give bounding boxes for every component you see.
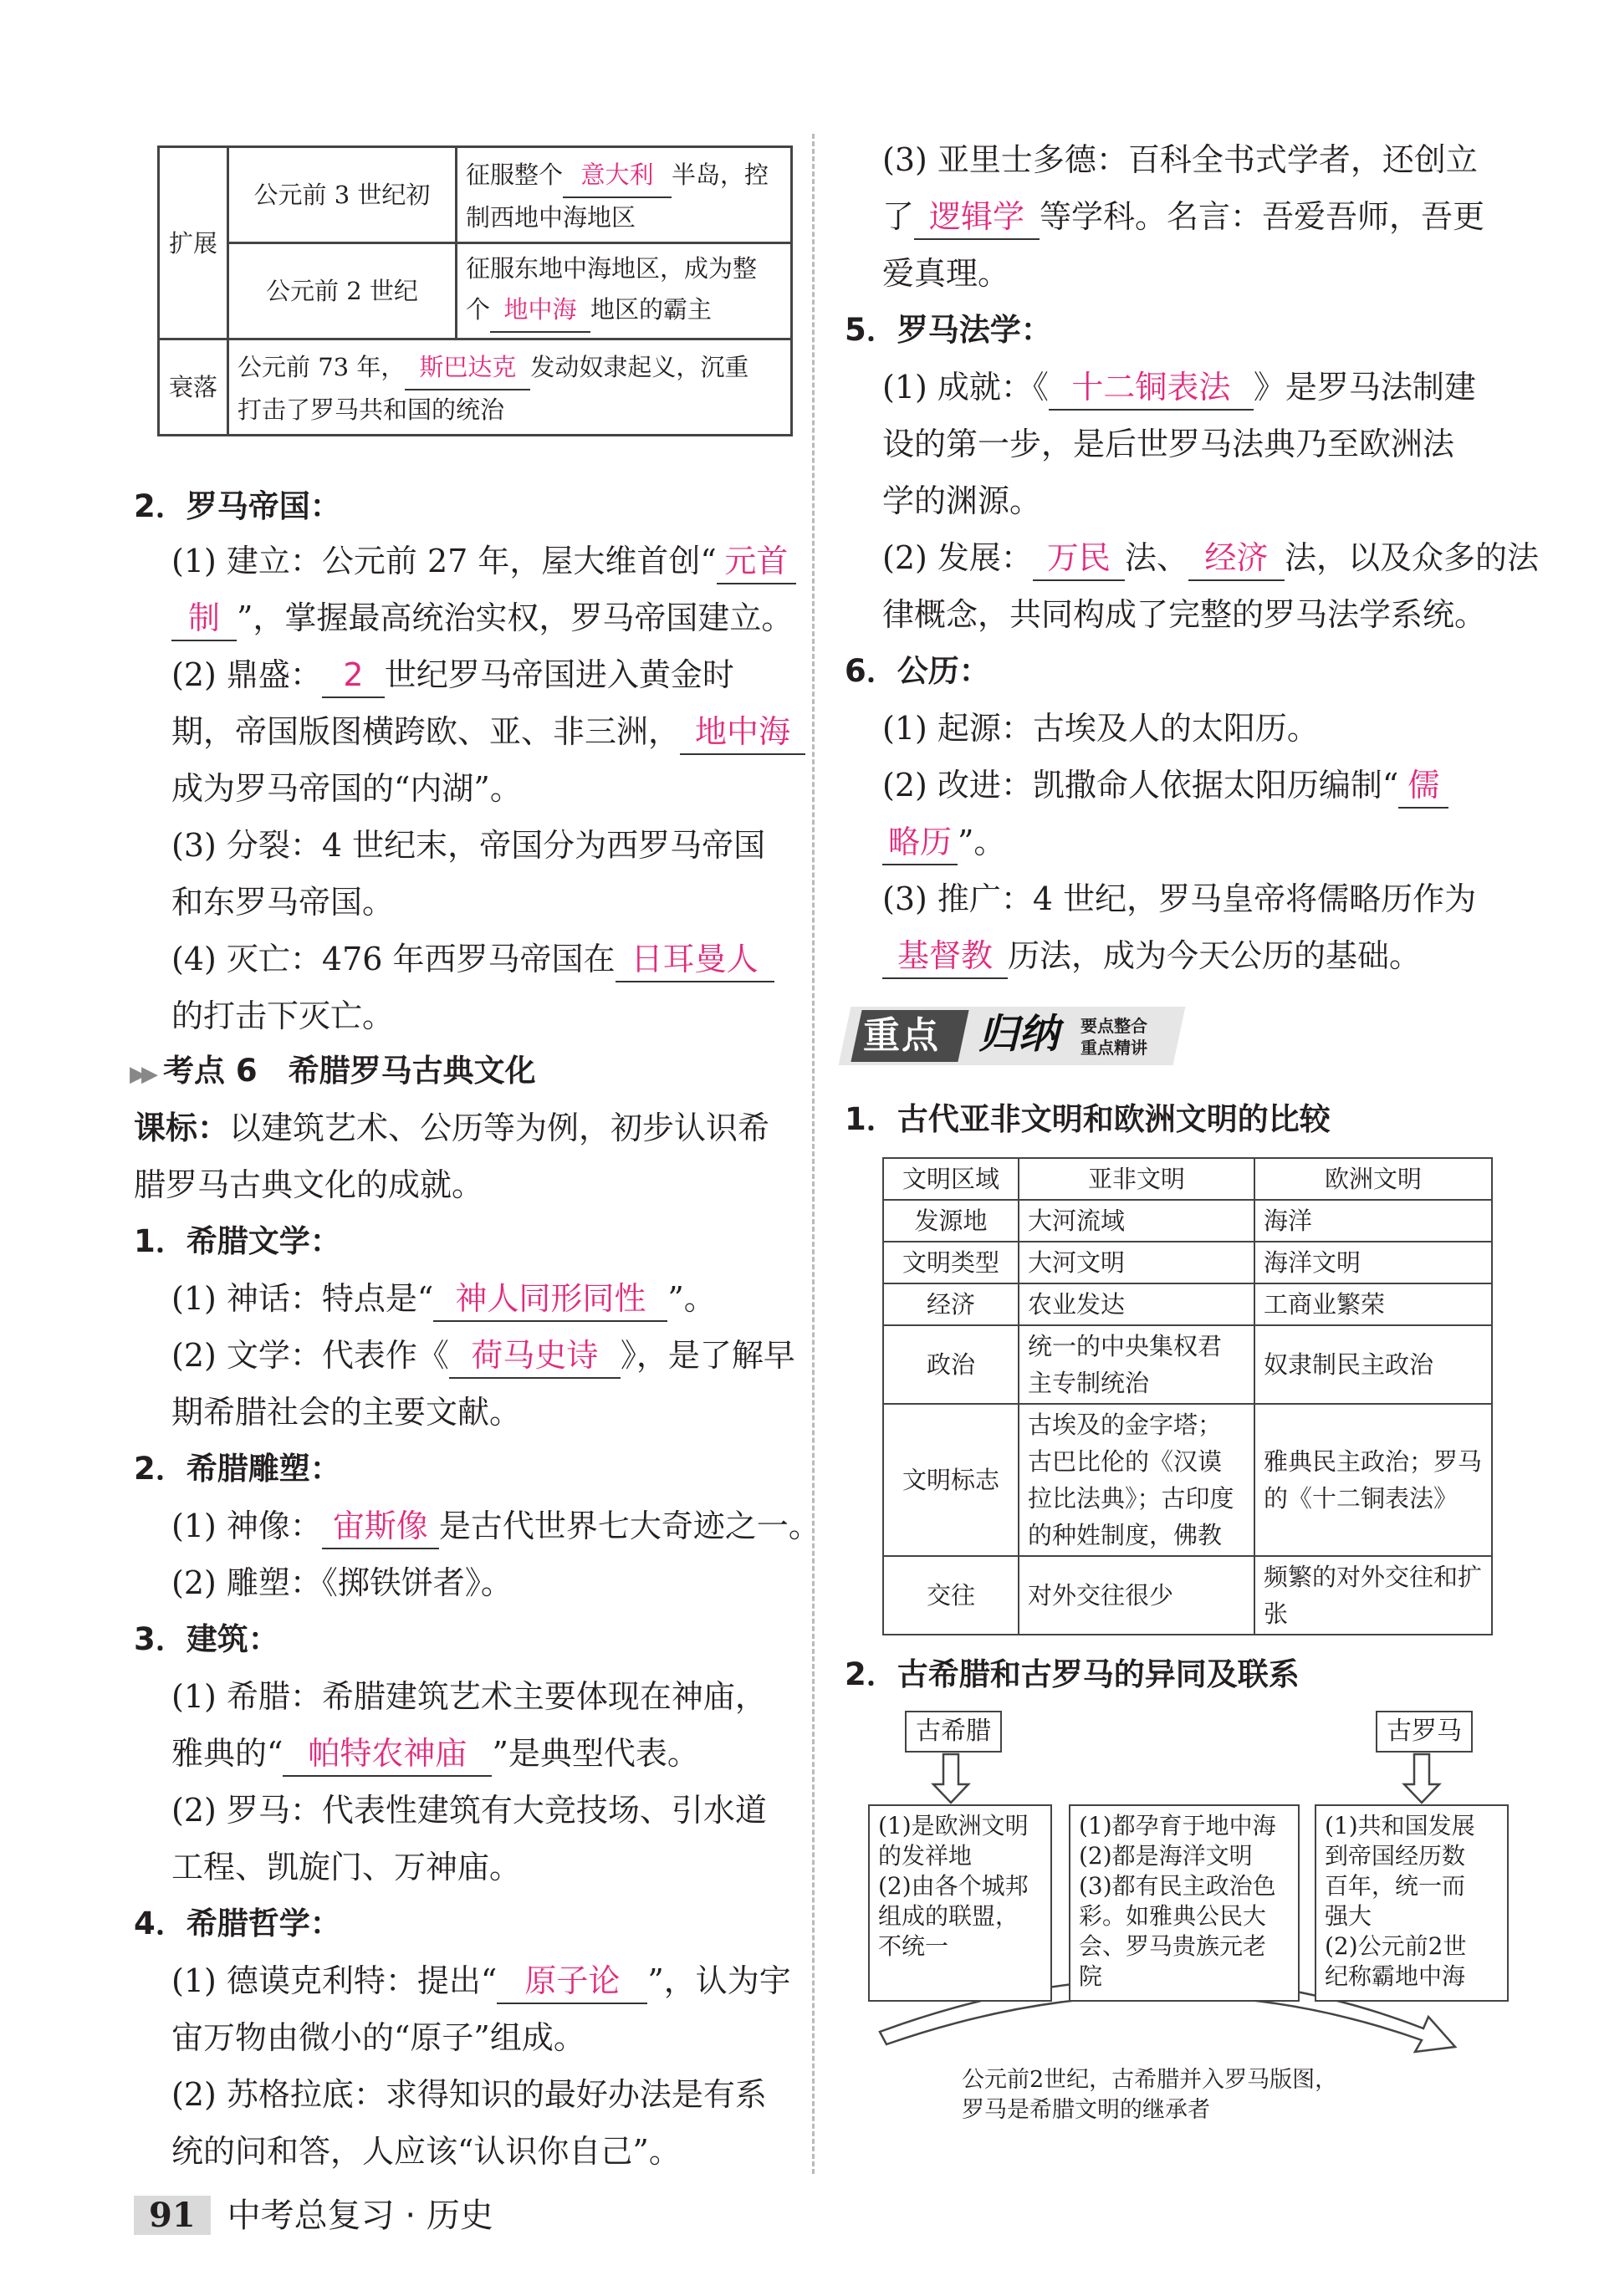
text-line: 成为罗马帝国的“内湖”。 [171,770,522,807]
text-line: (1) 德谟克利特：提出“ 原子论 ”，认为宇 [171,1955,791,2007]
text-line: (3) 分裂：4 世纪末，帝国分为西罗马帝国 [171,827,766,864]
text-line: 工程、凯旋门、万神庙。 [171,1849,522,1885]
text-line: 期希腊社会的主要文献。 [171,1394,522,1431]
diagram-caption: 公元前2世纪，古希腊并入罗马版图， 罗马是希腊文明的继承者 [962,2067,1338,2123]
text-line: 期，帝国版图横跨欧、亚、非三洲， 地中海 [171,706,805,758]
table-row: 政治 统一的中央集权君主专制统治 奴隶制民主政治 [883,1325,1492,1404]
text-line: (1) 神话：特点是“ 神人同形同性 ”。 [171,1273,716,1324]
answer-blank: 意大利 [563,153,672,198]
text-line: (2) 苏格拉底：求得知识的最好办法是有系 [171,2076,767,2113]
answer-blank: 略历 [882,820,958,865]
box-common-features: (1)都孕育于地中海 (2)都是海洋文明 (3)都有民主政治色 彩。如雅典公民大 会、罗马贵族元老 院 [1069,1804,1300,2002]
text-line: 了 逻辑学 等学科。名言：吾爱吾师，吾更 [882,191,1484,242]
text-line: (1) 希腊：希腊建筑艺术主要体现在神庙， [171,1678,767,1715]
answer-blank: 2 [322,653,385,698]
text-line: (1) 起源：古埃及人的太阳历。 [882,710,1319,747]
text-line: 学的渊源。 [882,482,1042,519]
section-heading: 2．希腊雕塑： [134,1451,341,1487]
answer-blank: 逻辑学 [914,195,1040,240]
answer-blank: 斯巴达克 [405,345,530,390]
section-heading: 1．古代亚非文明和欧洲文明的比较 [845,1101,1331,1137]
answer-blank: 地中海 [680,710,805,755]
answer-blank: 地中海 [490,288,590,333]
table-row: 经济 农业发达 工商业繁荣 [883,1283,1492,1325]
text-line: (2) 罗马：代表性建筑有大竞技场、引水道 [171,1792,767,1829]
tag-ancient-rome: 古罗马 [1376,1711,1473,1753]
answer-blank: 神人同形同性 [433,1277,667,1322]
text-line: 设的第一步，是后世罗马法典乃至欧洲法 [882,426,1455,462]
text-line: 制 ”，掌握最高统治实权，罗马帝国建立。 [171,592,793,644]
double-arrow-icon: ▶▶ [130,1062,153,1087]
text-line: (3) 亚里士多德：百科全书式学者，还创立 [882,141,1478,178]
answer-blank: 制 [171,596,237,641]
table-row: 文明类型 大河文明 海洋文明 [883,1242,1492,1283]
time-cell: 公元前 3 世纪初 [228,147,457,243]
text-line: (2) 鼎盛： 2 世纪罗马帝国进入黄金时 [171,649,734,701]
box-ancient-greece: (1)是欧洲文明 的发祥地 (2)由各个城邦 组成的联盟， 不统一 [868,1804,1052,2002]
tag-ancient-greece: 古希腊 [905,1711,1002,1753]
curriculum-line: 课标：以建筑艺术、公历等为例，初步认识希 [134,1110,770,1146]
answer-blank: 日耳曼人 [616,937,774,982]
group-label-expand: 扩展 [159,147,228,339]
table-row: 文明标志 古埃及的金字塔；古巴比伦的《汉谟拉比法典》；古印度的种姓制度，佛教 雅典民主政治；罗马的《十二铜表法》 [883,1404,1492,1556]
table-header-row: 文明区域 亚非文明 欧洲文明 [883,1158,1492,1200]
answer-blank: 宙斯像 [322,1504,439,1549]
page-number: 91 [134,2196,211,2235]
text-line: 腊罗马古典文化的成就。 [134,1166,484,1203]
text-line: 基督教 历法，成为今天公历的基础。 [882,930,1421,982]
section-heading: 1．希腊文学： [134,1223,341,1259]
text-line: 略历 ”。 [882,816,1005,868]
box-ancient-rome: (1)共和国发展 到帝国经历数 百年，统一而 强大 (2)公元前2世 纪称霸地中海 [1315,1804,1509,2002]
text-line: (2) 文学：代表作《 荷马史诗 》，是了解早 [171,1329,795,1381]
answer-blank: 基督教 [882,934,1008,979]
text-line: (2) 改进：凯撒命人依据太阳历编制“ 儒 [882,759,1448,811]
answer-blank: 荷马史诗 [449,1334,621,1379]
text-line: 的打击下灭亡。 [171,997,395,1034]
answer-blank: 万民 [1033,536,1125,581]
text-line: 宙万物由微小的“原子”组成。 [171,2019,585,2056]
table-row: 交往 对外交往很少 频繁的对外交往和扩张 [883,1556,1492,1635]
event-cell: 征服东地中海地区，成为整 个 地中海 地区的霸主 [457,243,792,339]
answer-blank: 经济 [1188,536,1285,581]
text-line: (2) 发展： 万民 法、 经济 法，以及众多的法 [882,532,1539,584]
section-heading: 4．希腊哲学： [134,1906,341,1941]
answer-blank: 十二铜表法 [1049,365,1254,411]
text-line: 统的问和答，人应该“认识你自己”。 [171,2133,681,2170]
key-points-banner: 重点 归纳 要点整合 重点精讲 [845,1003,1196,1070]
text-line: (3) 推广：4 世纪，罗马皇帝将儒略历作为 [882,880,1477,917]
event-cell: 征服整个 意大利 半岛，控 制西地中海地区 [457,147,792,243]
section-heading: 2．罗马帝国： [134,488,341,524]
text-line: 爱真理。 [882,255,1010,292]
text-line: (2) 雕塑：《掷铁饼者》。 [171,1564,513,1601]
text-line: 雅典的“ 帕特农神庙 ”是典型代表。 [171,1727,699,1779]
text-line: (1) 成就：《 十二铜表法 》是罗马法制建 [882,361,1476,413]
section-heading: 2．古希腊和古罗马的异同及联系 [845,1656,1300,1692]
page-footer [134,2189,493,2237]
answer-blank: 原子论 [497,1959,647,2004]
text-line: 和东罗马帝国。 [171,884,395,921]
text-line: (4) 灭亡：476 年西罗马帝国在 日耳曼人 [171,933,774,985]
time-cell: 公元前 2 世纪 [228,243,457,339]
topic-heading: ▶▶ 考点 6 希腊罗马古典文化 [130,1045,536,1100]
section-heading: 3．建筑： [134,1621,279,1657]
answer-blank: 儒 [1398,763,1448,809]
answer-blank: 元首 [717,539,796,584]
text-line: (1) 建立：公元前 27 年，屋大维首创“ 元首 [171,535,796,587]
text-line: 律概念，共同构成了完整的罗马法学系统。 [882,596,1487,633]
event-cell: 公元前 73 年， 斯巴达克 发动奴隶起义，沉重 打击了罗马共和国的统治 [228,339,792,436]
group-label-decline: 衰落 [159,339,228,436]
book-title: 中考总复习 · 历史 [227,2197,493,2235]
answer-blank: 帕特农神庙 [283,1732,492,1777]
section-heading: 6．公历： [845,653,990,689]
section-heading: 5．罗马法学： [845,312,1052,348]
text-line: (1) 神像： 宙斯像 是古代世界七大奇迹之一。 [171,1500,820,1552]
table-row: 发源地 大河流域 海洋 [883,1200,1492,1242]
